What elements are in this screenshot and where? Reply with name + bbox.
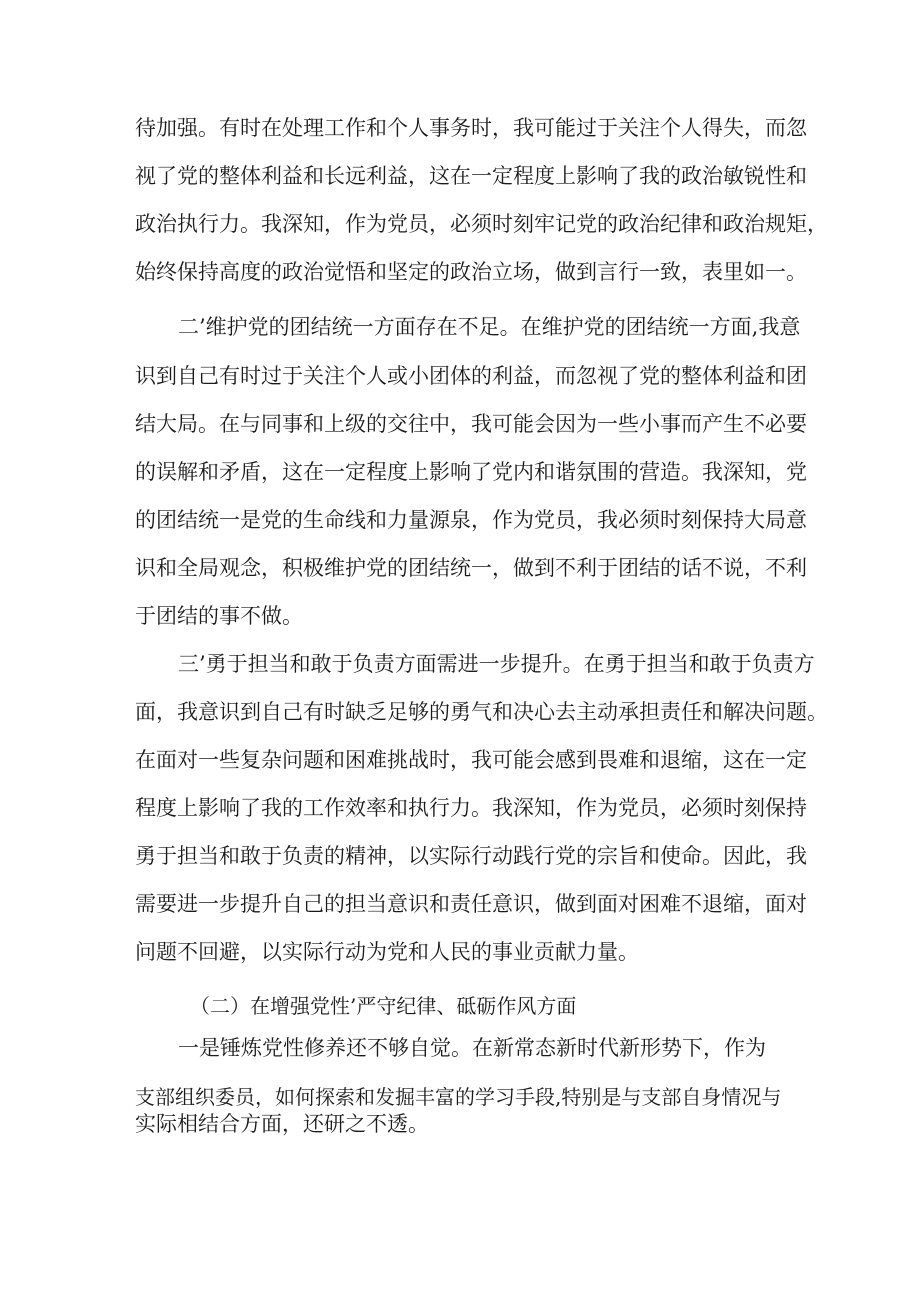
text-line: 一是锤炼党性修养还不够自觉。在新常态新时代新形势下，作为 <box>178 1036 766 1060</box>
text-line: 勇于担当和敢于负责的精神，以实际行动践行党的宗旨和使命。因此，我 <box>135 844 807 868</box>
text-line: 的团结统一是党的生命线和力量源泉，作为党员，我必须时刻保持大局意 <box>135 508 807 532</box>
text-line: 程度上影响了我的工作效率和执行力。我深知，作为党员，必须时刻保持 <box>135 796 807 820</box>
text-line: 问题不回避，以实际行动为党和人民的事业贡献力量。 <box>135 940 639 964</box>
text-line: 的误解和矛盾，这在一定程度上影响了党内和谐氛围的营造。我深知，党 <box>135 460 807 484</box>
text-line: 待加强。有时在处理工作和个人事务时，我可能过于关注个人得失，而忽 <box>135 116 807 140</box>
text-line: 识和全局观念，积极维护党的团结统一，做到不利于团结的话不说，不利 <box>135 556 807 580</box>
text-line: 支部组织委员，如何探索和发掘丰富的学习手段,特别是与支部自身情况与 <box>135 1085 782 1109</box>
text-line: 实际相结合方面，还研之不透。 <box>135 1112 429 1136</box>
section-heading: （二）在增强党性’严守纪律、砥砺作风方面 <box>190 994 577 1018</box>
text-line: 需要进一步提升自己的担当意识和责任意识，做到面对困难不退缩，面对 <box>135 892 807 916</box>
text-line: 面，我意识到自己有时缺乏足够的勇气和决心去主动承担责任和解决问题。 <box>135 700 828 724</box>
text-line: 在面对一些复杂问题和困难挑战时，我可能会感到畏难和退缩，这在一定 <box>135 748 807 772</box>
text-line: 政治执行力。我深知，作为党员，必须时刻牢记党的政治纪律和政治规矩， <box>135 212 828 236</box>
text-line: 识到自己有时过于关注个人或小团体的利益，而忽视了党的整体利益和团 <box>135 364 807 388</box>
text-line: 视了党的整体利益和长远利益，这在一定程度上影响了我的政治敏锐性和 <box>135 164 807 188</box>
text-line: 结大局。在与同事和上级的交往中，我可能会因为一些小事而产生不必要 <box>135 412 807 436</box>
text-line: 于团结的事不做。 <box>135 604 303 628</box>
text-line: 二’维护党的团结统一方面存在不足。在维护党的团结统一方面,我意 <box>178 315 801 339</box>
text-line: 始终保持高度的政治觉悟和坚定的政治立场，做到言行一致，表里如一。 <box>135 260 807 284</box>
text-line: 三’勇于担当和敢于负责方面需进一步提升。在勇于担当和敢于负责方 <box>178 652 815 676</box>
